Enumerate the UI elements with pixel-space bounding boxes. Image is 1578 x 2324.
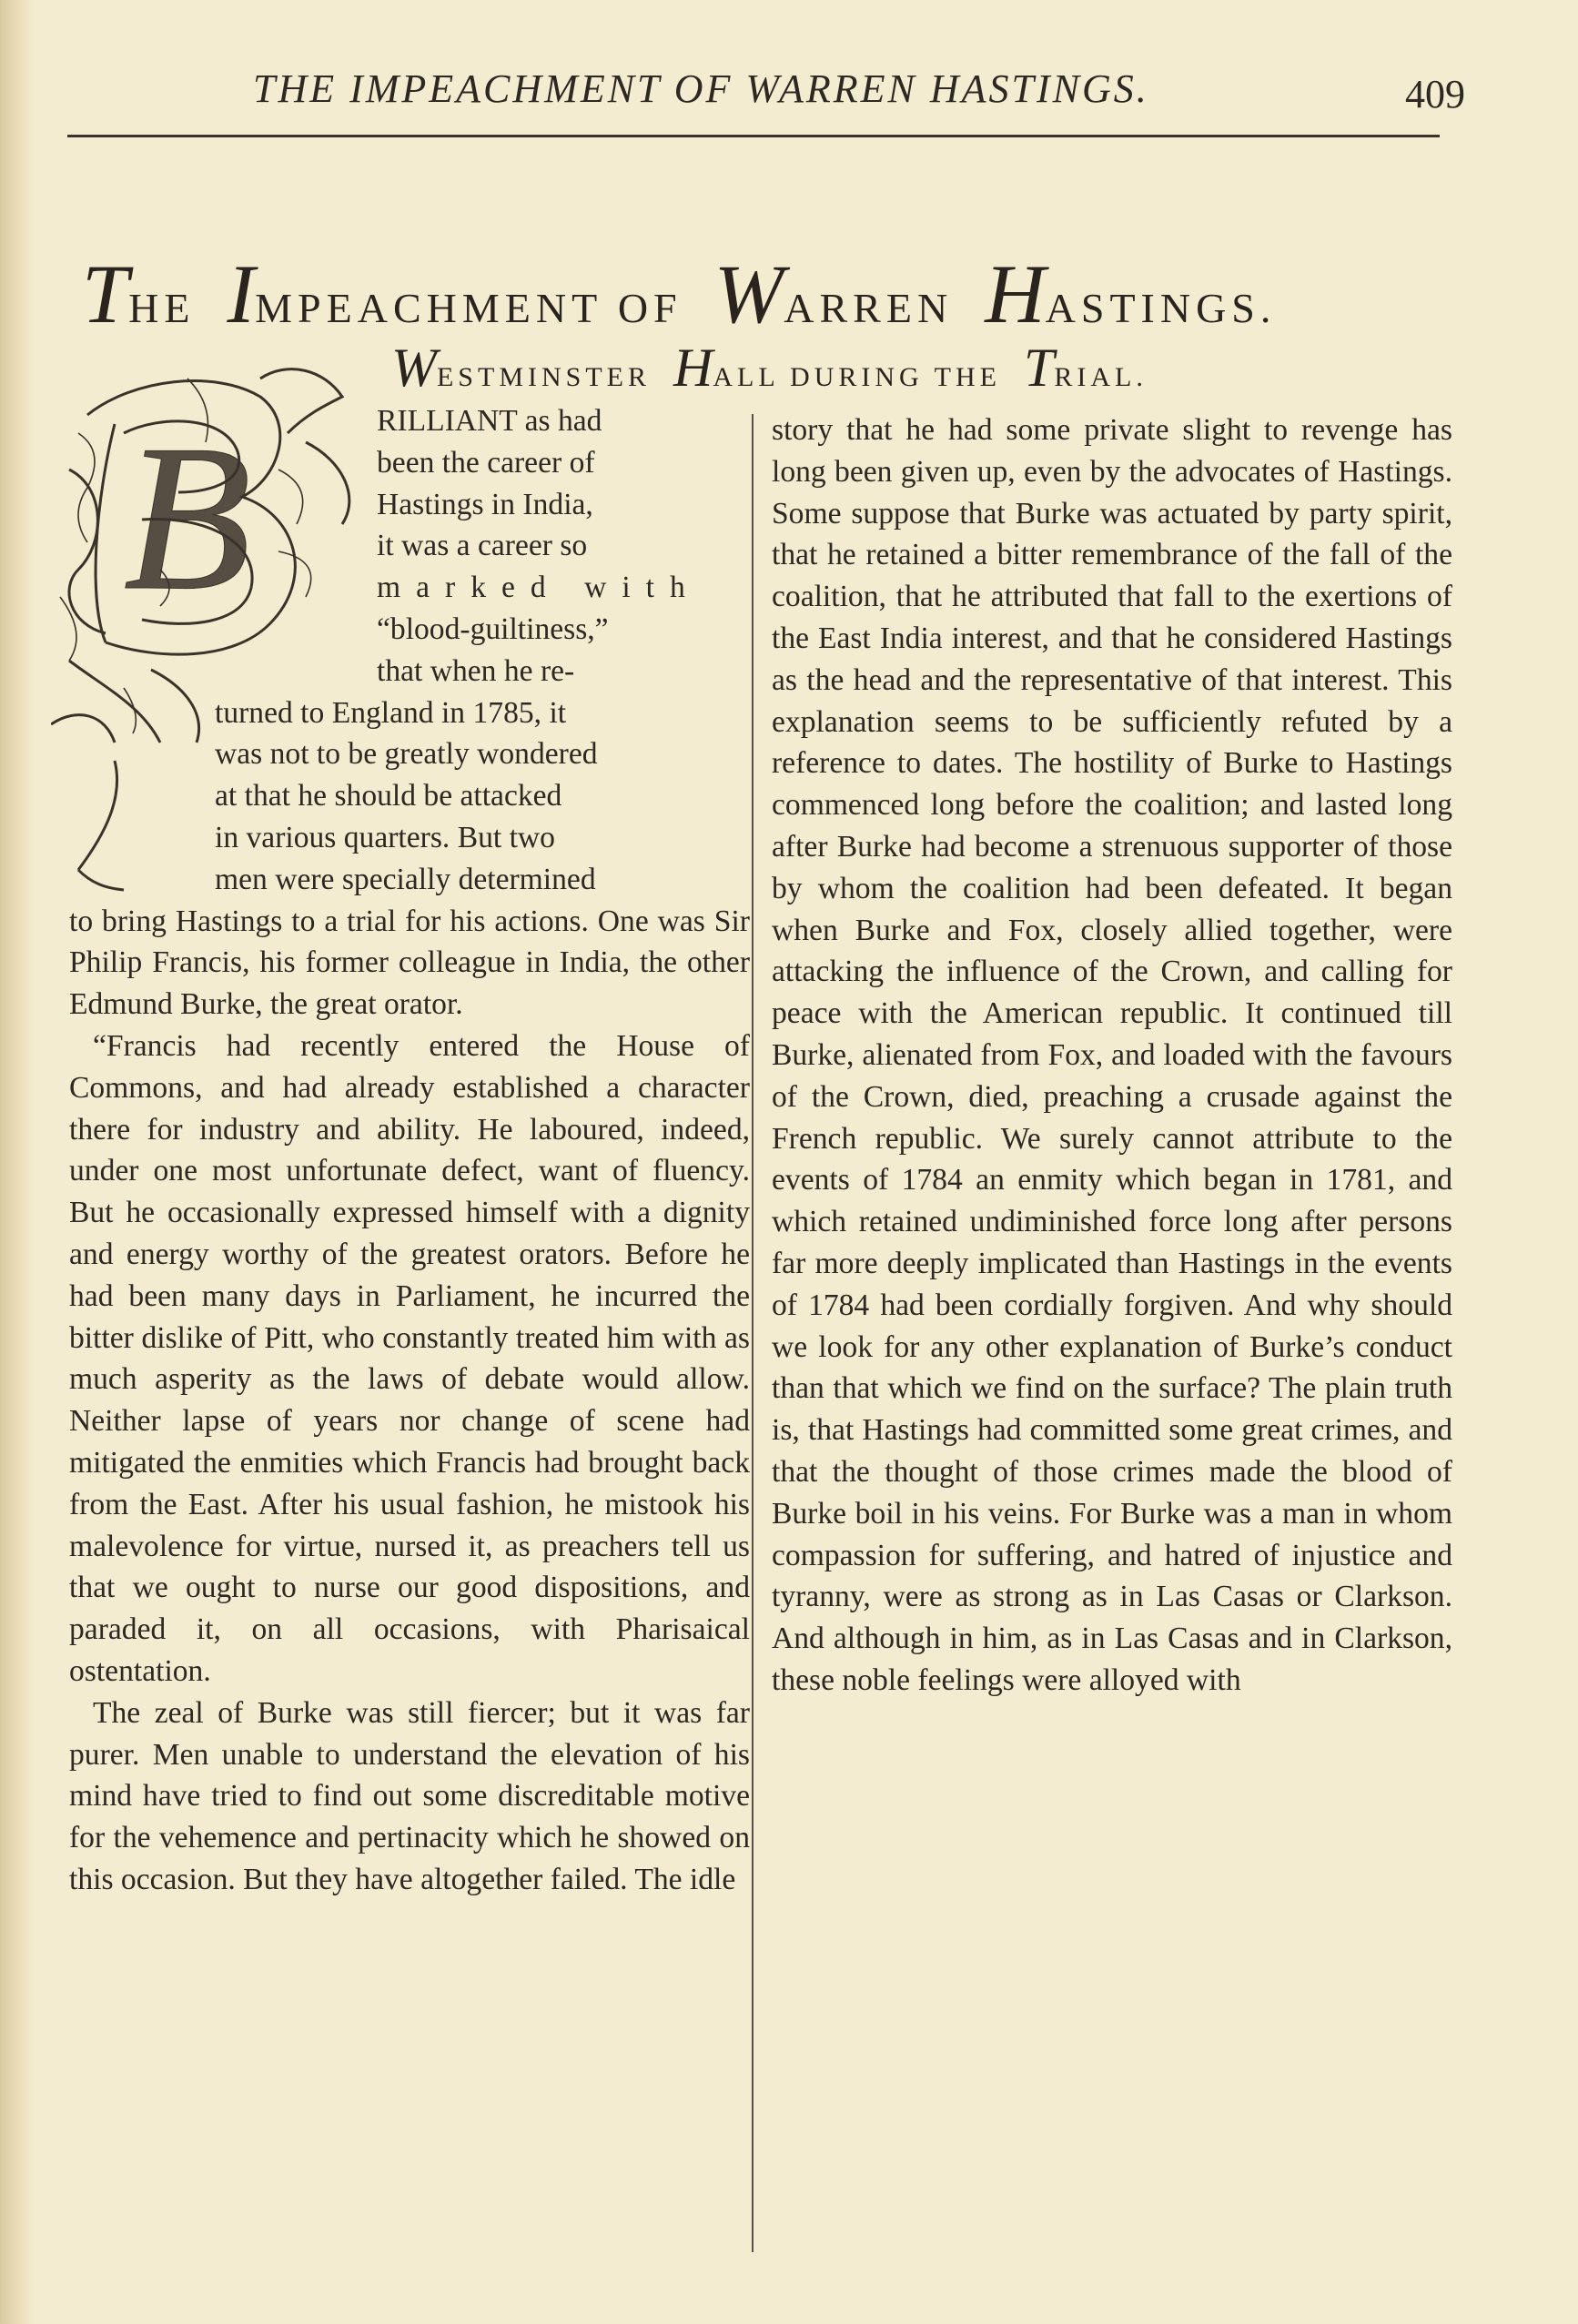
text-line: in various quarters. But two [215,820,555,854]
subtitle-word: ALL DURING THE [713,362,1001,392]
text-line: turned to England in 1785, it [215,695,567,730]
article-title [82,246,1447,342]
dropcap-indent-lines [377,400,750,692]
title-cap: I [227,248,256,340]
text-line: “blood-guiltiness,” [377,611,609,646]
title-cap: H [985,248,1046,340]
paragraph: to bring Hastings to a trial for his actions. One was Sir Philip Francis, his former colleague in India, the other Edmund Burke, the great orator. [69,904,750,1022]
title-word: HE [128,285,196,331]
text-line: that when he re- [377,653,575,688]
text-line: marked with [377,571,701,605]
article-subtitle [391,337,1438,399]
dropcap-indent-lines-2 [215,692,750,901]
page-number: 409 [1405,72,1465,116]
column-divider [752,414,754,2252]
right-column [772,409,1452,1702]
text-line: men were specially determined [215,862,596,896]
subtitle-cap: T [1023,338,1055,398]
subtitle-cap: H [673,338,713,398]
running-head: THE IMPEACHMENT OF WARREN HASTINGS. [253,66,1149,111]
header-rule [67,135,1440,137]
left-column [69,400,750,1901]
paragraph: The zeal of Burke was still fiercer; but it was far purer. Men unable to understand the elevation of his mind have tried to find out some discreditable motive for the vehemence and pertinacity which he showed on this occasion. But they have altogether failed. The idle [69,1695,750,1896]
title-cap: W [713,248,784,340]
drop-cap-letter: B [123,401,252,633]
title-word: ARREN [784,285,954,331]
subtitle-word: ESTMINSTER [436,362,651,392]
text-line: RILLIANT as had [377,404,602,438]
paragraph: “Francis had recently entered the House of Commons, and had already established a character there for industry and ability. He laboured, indeed, under one most unfortunate defect, want of fluency. But he occasionally expressed himself with a dignity and energy worthy of the greatest orators. Before he had been many days in Parliament, he incurred the bitter dislike of Pitt, who constantly treated him with as much asperity as the laws of debate would allow. Neither lapse of years nor change of scene had mitigated the enmities which Francis had brought back from the East. After his usual fashion, he mistook his malevolence for virtue, nursed it, as preachers tell us that we ought to nurse our good dispositions, and paraded it, on all occasions, with Pharisaical ostentation. [69,1028,750,1688]
text-line: at that he should be attacked [215,779,562,813]
text-line: was not to be greatly wondered [215,737,598,772]
title-word: ASTINGS. [1045,285,1277,331]
text-line: been the career of [377,445,595,480]
paragraph: story that he had some private slight to revenge has long been given up, even by the advocates of Hastings. Some suppose that Burke was actuated by party spirit, that he retained a bitter remembrance of the fall of the coalition, that he attributed that fall to the exertions of the East India interest, and that he considered Hastings as the head and the representative of that interest. This explanation seems to be sufficiently refuted by a reference to dates. The hostility of Burke to Hastings commenced long before the coalition; and lasted long after Burke had become a strenuous supporter of those by whom the coalition had been defeated. It began when Burke and Fox, closely allied together, were attacking the influence of the Crown, and calling for peace with the American republic. It continued till Burke, alienated from Fox, and loaded with the favours of the Crown, died, preaching a crusade against the French republic. We surely cannot attribute to the events of 1784 an enmity which began in 1781, and which retained undiminished force long after persons far more deeply implicated than Hastings in the events of 1784 had been cordially forgiven. And why should we look for any other explanation of Burke’s conduct than that which we find on the surface? The plain truth is, that Hastings had committed some great crimes, and that the thought of those crimes made the blood of Burke boil in his veins. For Burke was a man in whom compassion for suffering, and hatred of injustice and tyranny, were as strong as in Las Casas or Clarkson. And although in him, as in Las Casas and in Clarkson, these noble feelings were alloyed with [772,413,1452,1697]
title-cap: T [82,248,129,340]
subtitle-word: RIAL. [1054,362,1148,392]
text-line: Hastings in India, [377,487,593,521]
page-edge-shadow [0,0,35,2324]
text-line: it was a career so [377,529,588,563]
title-word: MPEACHMENT OF [255,285,683,331]
subtitle-cap: W [391,338,437,398]
